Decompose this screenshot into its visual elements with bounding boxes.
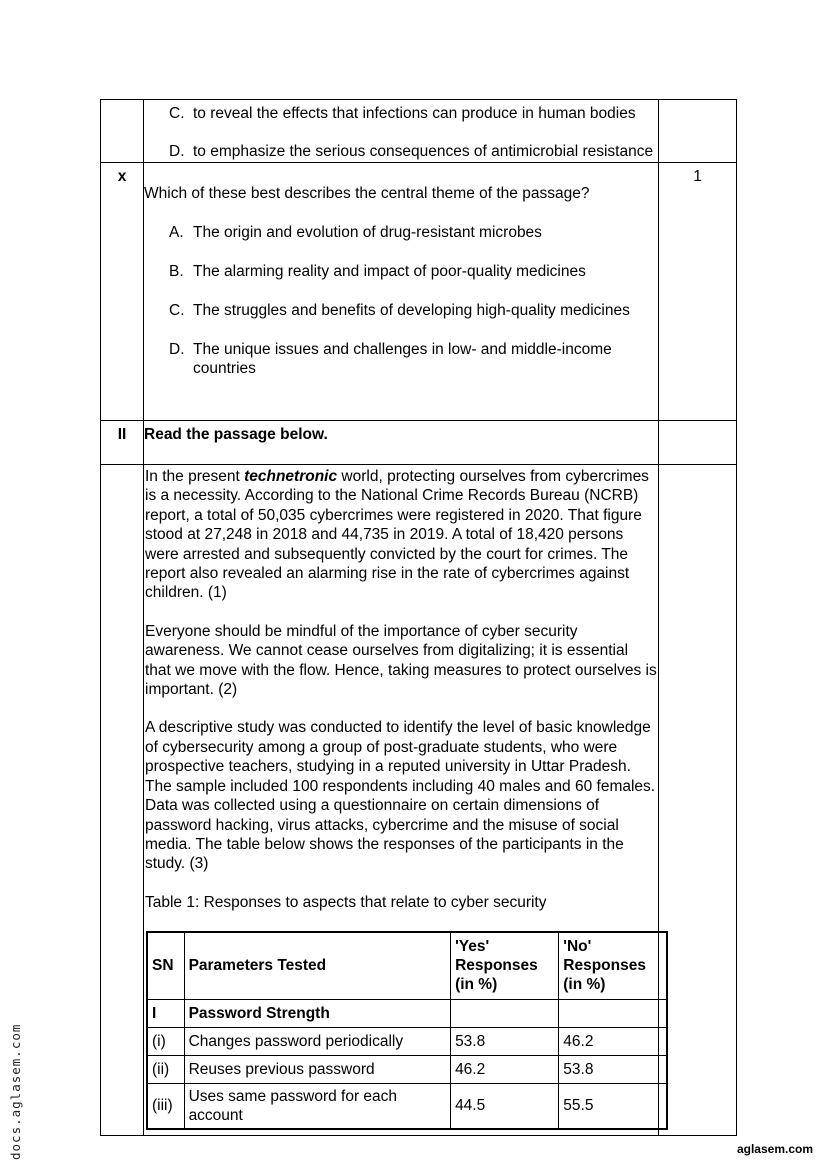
passage-paragraph-3: A descriptive study was conducted to identify the level of basic knowledge of cybersecurity among a group of post-graduate students, who were prospective teachers, studying in a reputed university in Uttar Pradesh. The sample included 100 respondents including 40 males and 60 females. Data was collected using a questionnaire on certain dimensions of password hacking, virus attacks, cybercrime and the misuse of social media. The table below shows the responses of the participants in the study. (3)	[145, 719, 656, 873]
question-number: x	[101, 163, 144, 421]
table-section-row	[147, 999, 667, 1027]
passage-number-cell	[101, 465, 144, 1136]
header-yes: 'Yes' Responses (in %)	[451, 932, 559, 999]
section-number: II	[101, 421, 144, 465]
question-x-row	[101, 163, 737, 421]
passage-paragraph-1: In the present technetronic world, protecting ourselves from cybercrimes is a necessity. According to the National Crime Records Bureau (NCRB) report, a total of 50,035 cybercrimes were registered in 2020. That figure stood at 27,248 in 2018 and 44,735 in 2019. A total of 18,420 persons were arrested and subsequently convicted by the court for crimes. The report also revealed an alarming rise in the rate of cybercrimes against children. (1)	[145, 468, 649, 602]
option-c: C. The struggles and benefits of developing high-quality medicines	[169, 302, 630, 319]
passage-marks-cell	[659, 465, 737, 1136]
prev-question-row	[101, 100, 737, 163]
table-caption: Table 1: Responses to aspects that relate to cyber security	[145, 893, 547, 911]
option-d: D. The unique issues and challenges in low- and middle-income countries	[169, 341, 612, 377]
footer-site-label: aglasem.com	[736, 1142, 813, 1156]
responses-table	[146, 931, 668, 1130]
emphasized-word: technetronic	[244, 468, 338, 485]
question-paper-table	[100, 99, 737, 1136]
table-row: (iii) Uses same password for each account 44.5 55.5	[147, 1083, 667, 1129]
option-b: B. The alarming reality and impact of poor-quality medicines	[169, 263, 586, 280]
section-label: Password Strength	[184, 999, 451, 1027]
section-ii-row	[101, 421, 737, 465]
passage-row	[101, 465, 737, 1136]
option-a: A. The origin and evolution of drug-resistant microbes	[169, 224, 542, 241]
prev-options-cell	[144, 100, 659, 163]
table-row: (ii) Reuses previous password 46.2 53.8	[147, 1055, 667, 1083]
passage-cell	[144, 465, 659, 1136]
option-d: D. to emphasize the serious consequences of antimicrobial resistance	[169, 143, 654, 160]
section-sn: I	[147, 999, 184, 1027]
side-watermark: docs.aglasem.com	[8, 1023, 23, 1160]
option-c: C. to reveal the effects that infections can produce in human bodies	[169, 105, 636, 122]
table-header-row	[147, 932, 667, 999]
passage-paragraph-2: Everyone should be mindful of the importance of cyber security awareness. We cannot cease ourselves from digitalizing; it is essential that we move with the flow. Hence, taking measures to protect ourselves is important. (2)	[145, 622, 657, 699]
prev-marks-cell	[659, 100, 737, 163]
header-sn: SN	[147, 932, 184, 999]
section-heading: Read the passage below.	[144, 421, 659, 465]
table-row: (i) Changes password periodically 53.8 46.2	[147, 1027, 667, 1055]
question-text: Which of these best describes the central theme of the passage?	[144, 185, 590, 202]
header-no: 'No' Responses (in %)	[559, 932, 667, 999]
question-marks: 1	[659, 163, 737, 421]
question-x-cell	[144, 163, 659, 421]
section-marks-cell	[659, 421, 737, 465]
prev-number-cell	[101, 100, 144, 163]
header-parameters: Parameters Tested	[184, 932, 451, 999]
